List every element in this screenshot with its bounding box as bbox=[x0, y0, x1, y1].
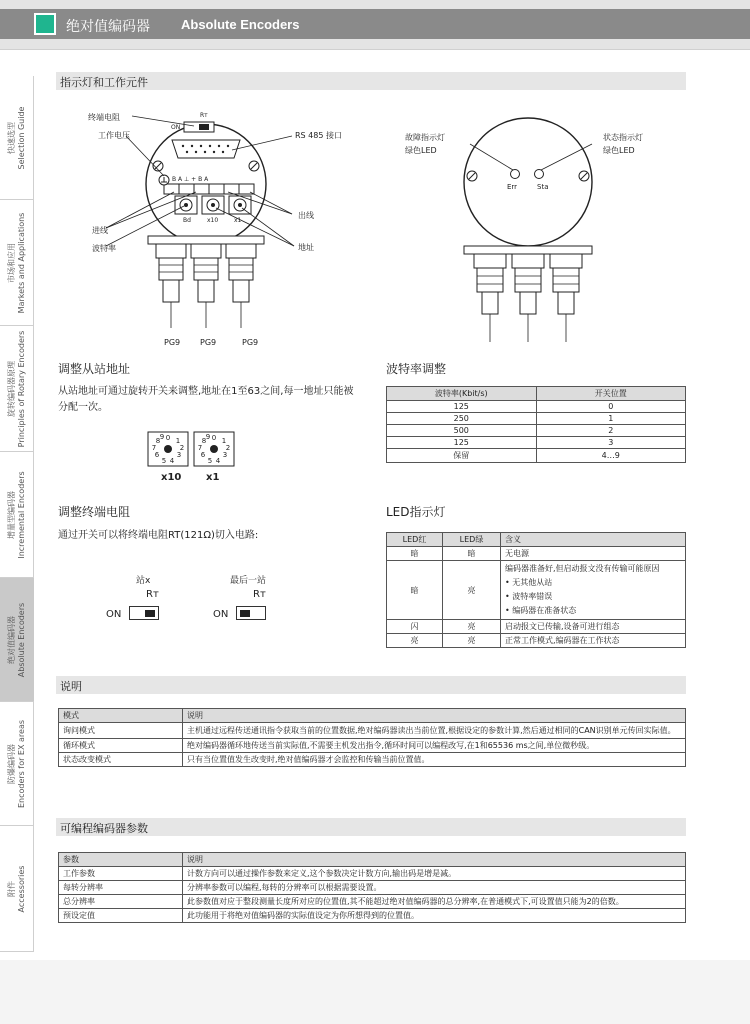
termination-switch-station-x[interactable] bbox=[129, 606, 159, 620]
sidebar-tab-accessories[interactable] bbox=[0, 826, 34, 952]
section-title: 说明 bbox=[60, 680, 82, 693]
label-on-2: ON bbox=[213, 609, 229, 620]
table-row: 每转分辨率 分辨率参数可以编程,每转的分辨率可以根据需要设置。 bbox=[59, 881, 686, 895]
svg-text:0: 0 bbox=[211, 434, 217, 442]
table-row: 125 3 bbox=[387, 437, 686, 449]
label-terminal-pins: B A ⊥ + B A bbox=[172, 176, 209, 183]
svg-text:3: 3 bbox=[176, 451, 182, 459]
address-dials-diagram bbox=[146, 430, 238, 470]
led-meaning-line: • 编码器在准备状态 bbox=[505, 606, 577, 615]
sidebar-tab-label-cn: 绝对值编码器 bbox=[7, 615, 16, 664]
label-baud-rate: 波特率 bbox=[92, 244, 116, 253]
table-row: 询问模式 主机通过远程传送通讯指令获取当前的位置数据,绝对编码器读出当前位置,根据设定的参数计算,然后通过相同的CAN识别单元传回实际值。 bbox=[59, 723, 686, 739]
svg-text:1: 1 bbox=[175, 437, 181, 445]
header-title-cn: 绝对值编码器 bbox=[66, 19, 150, 35]
section-description-header bbox=[56, 676, 686, 694]
termination-title: 调整终端电阻 bbox=[58, 505, 131, 519]
header-title-en: Absolute Encoders bbox=[181, 17, 300, 32]
label-station-x: 站x bbox=[136, 576, 151, 586]
svg-text:5: 5 bbox=[207, 457, 213, 465]
sidebar-tab-markets[interactable] bbox=[0, 200, 34, 326]
led-header-meaning: 含义 bbox=[501, 533, 686, 547]
label-fault-led: 故障指示灯 bbox=[405, 133, 445, 142]
led-table bbox=[386, 532, 686, 648]
table-row: 暗 亮 编码器准备好,但启动报文没有传输可能原因 • 无其他从站 • 波特率错误 • 编码器在准备状态 bbox=[387, 561, 686, 620]
led-meaning-line: • 波特率错误 bbox=[505, 592, 553, 601]
label-rt-2: Rт bbox=[253, 589, 266, 600]
led-title: LED指示灯 bbox=[386, 505, 446, 519]
label-dial-x1: x1 bbox=[234, 217, 242, 224]
sidebar-tab-label-cn: 附件 bbox=[7, 880, 16, 897]
sidebar-tab-label-en: Principles of Rotary Encoders bbox=[17, 330, 26, 447]
table-row: 125 0 bbox=[387, 401, 686, 413]
table-row: 250 1 bbox=[387, 413, 686, 425]
chapter-sidebar bbox=[0, 76, 34, 952]
address-text: 从站地址可通过旋转开关来调整,地址在1至63之间,每一地址只能被分配一次。 bbox=[58, 386, 354, 413]
svg-text:8: 8 bbox=[155, 437, 161, 445]
label-rt-1: Rт bbox=[146, 589, 159, 600]
sidebar-tab-principles[interactable] bbox=[0, 326, 34, 452]
label-status-led: 状态指示灯 bbox=[603, 133, 643, 142]
sidebar-tab-label-cn: 市场和应用 bbox=[7, 242, 16, 283]
label-dial-x10: x10 bbox=[161, 472, 182, 483]
label-operating-voltage: 工作电压 bbox=[98, 131, 130, 140]
label-dial-x10: x10 bbox=[207, 217, 219, 224]
svg-text:9: 9 bbox=[159, 433, 165, 441]
params-header-param: 参数 bbox=[59, 853, 183, 867]
led-header-red: LED红 bbox=[387, 533, 443, 547]
svg-text:7: 7 bbox=[197, 444, 203, 452]
sidebar-tab-label-cn: 快速选型 bbox=[7, 121, 16, 154]
encoder-led-diagram bbox=[440, 104, 620, 350]
label-rt-switch: Rт bbox=[200, 112, 208, 119]
svg-text:5: 5 bbox=[161, 457, 167, 465]
label-in-line: 进线 bbox=[92, 226, 108, 235]
label-on-switch: ON bbox=[171, 124, 181, 131]
table-row: 闪 亮 启动报文已传输,设备可进行组态 bbox=[387, 620, 686, 634]
section-title: 可编程编码器参数 bbox=[60, 822, 148, 835]
section-title: 指示灯和工作元件 bbox=[60, 76, 148, 89]
table-row: 亮 亮 正常工作模式,编码器在工作状态 bbox=[387, 634, 686, 648]
params-table bbox=[58, 852, 686, 923]
sidebar-tab-incremental[interactable] bbox=[0, 452, 34, 578]
baud-header-rate: 波特率(Kbit/s) bbox=[387, 387, 537, 401]
label-dial-bd: Bd bbox=[183, 217, 191, 224]
sidebar-tab-label-en: Absolute Encoders bbox=[17, 602, 26, 677]
termination-switch-last-station[interactable] bbox=[236, 606, 266, 620]
table-row: 工作参数 计数方向可以通过操作参数来定义,这个参数决定计数方向,输出码是增是减。 bbox=[59, 867, 686, 881]
sidebar-tab-ex-areas[interactable] bbox=[0, 702, 34, 826]
led-header-green: LED绿 bbox=[443, 533, 501, 547]
sidebar-tab-label-en: Selection Guide bbox=[17, 106, 26, 169]
table-row: 预设定值 此功能用于将绝对值编码器的实际值设定为你所想得到的位置值。 bbox=[59, 909, 686, 923]
svg-text:3: 3 bbox=[222, 451, 228, 459]
label-err: Err bbox=[507, 183, 518, 191]
page-header bbox=[0, 0, 750, 50]
svg-text:9: 9 bbox=[205, 433, 211, 441]
label-on-1: ON bbox=[106, 609, 122, 620]
table-row: 500 2 bbox=[387, 425, 686, 437]
address-title: 调整从站地址 bbox=[58, 362, 131, 376]
svg-text:6: 6 bbox=[154, 451, 160, 459]
sidebar-tab-label-cn: 防爆编码器 bbox=[7, 743, 16, 784]
mode-header-mode: 模式 bbox=[59, 709, 183, 723]
section-params-header bbox=[56, 818, 686, 836]
table-row: 暗 暗 无电源 bbox=[387, 547, 686, 561]
svg-text:7: 7 bbox=[151, 444, 157, 452]
label-out-line: 出线 bbox=[298, 211, 314, 220]
table-row: 总分辨率 此参数值对应于整段测量长度所对应的位置值,其不能超过绝对值编码器的总分辨率,在普通模式下,可设置值只能为2的倍数。 bbox=[59, 895, 686, 909]
baud-table bbox=[386, 386, 686, 463]
label-rs485-interface: RS 485 接口 bbox=[295, 131, 342, 140]
led-meaning-line: 编码器准备好,但启动报文没有传输可能原因 bbox=[505, 564, 660, 573]
brand-logo-icon bbox=[34, 13, 56, 35]
sidebar-tab-absolute[interactable] bbox=[0, 578, 34, 702]
page-footer bbox=[0, 960, 750, 1024]
baud-title: 波特率调整 bbox=[386, 362, 447, 376]
sidebar-tab-label-en: Accessories bbox=[17, 865, 26, 912]
svg-text:4: 4 bbox=[215, 457, 221, 465]
svg-text:4: 4 bbox=[169, 457, 175, 465]
label-pg9-3: PG9 bbox=[242, 338, 259, 347]
label-terminating-resistor: 终端电阻 bbox=[88, 113, 120, 122]
led-meaning-line: • 无其他从站 bbox=[505, 578, 553, 587]
sidebar-tab-label-en: Markets and Applications bbox=[17, 212, 26, 313]
label-pg9-2: PG9 bbox=[200, 338, 217, 347]
sidebar-tab-label-cn: 增量型编码器 bbox=[7, 490, 16, 539]
label-dial-x1: x1 bbox=[206, 472, 220, 483]
label-status-led-color: 绿色LED bbox=[603, 146, 635, 155]
mode-table bbox=[58, 708, 686, 767]
mode-header-desc: 说明 bbox=[183, 709, 686, 723]
svg-text:2: 2 bbox=[179, 444, 185, 452]
baud-header-switch: 开关位置 bbox=[536, 387, 686, 401]
section-indicators-header bbox=[56, 72, 686, 90]
sidebar-tab-label-en: Incremental Encoders bbox=[17, 470, 26, 559]
label-pg9-1: PG9 bbox=[164, 338, 181, 347]
svg-text:6: 6 bbox=[200, 451, 206, 459]
table-row: 循环模式 绝对编码器循环地传送当前实际值,不需要主机发出指令,循环时间可以编程改写,在1和65536 ms之间,单位微秒级。 bbox=[59, 739, 686, 753]
table-row: 保留 4…9 bbox=[387, 449, 686, 463]
svg-text:8: 8 bbox=[201, 437, 207, 445]
termination-text: 通过开关可以将终端电阻RT(121Ω)切入电路: bbox=[58, 530, 259, 541]
label-last-station: 最后一站 bbox=[230, 576, 267, 586]
table-row: 状态改变模式 只有当位置值发生改变时,绝对值编码器才会监控和传输当前位置值。 bbox=[59, 753, 686, 767]
params-header-desc: 说明 bbox=[183, 853, 686, 867]
label-sta: Sta bbox=[537, 183, 549, 191]
label-fault-led-color: 绿色LED bbox=[405, 146, 437, 155]
svg-text:1: 1 bbox=[221, 437, 227, 445]
switch-knob bbox=[145, 610, 155, 617]
sidebar-tab-label-cn: 旋转编码器原理 bbox=[7, 360, 16, 417]
svg-text:2: 2 bbox=[225, 444, 231, 452]
switch-knob bbox=[240, 610, 250, 617]
label-address: 地址 bbox=[298, 243, 314, 252]
svg-text:0: 0 bbox=[165, 434, 171, 442]
sidebar-tab-selection-guide[interactable] bbox=[0, 76, 34, 200]
sidebar-tab-label-en: Encoders for EX areas bbox=[17, 719, 26, 808]
